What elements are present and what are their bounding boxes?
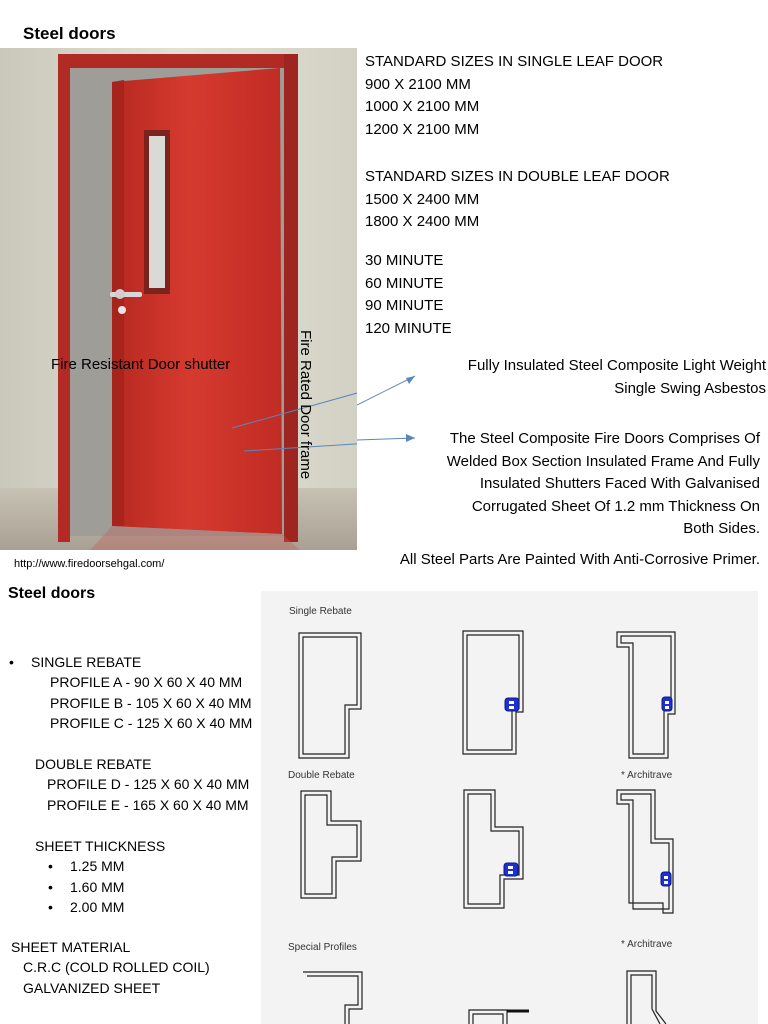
double-rebate-heading: DOUBLE REBATE [35, 756, 152, 772]
source-url: http://www.firedoorsehgal.com/ [14, 558, 165, 570]
primer-note: All Steel Parts Are Painted With Anti-Corrosive Primer. [399, 551, 760, 568]
single-rebate-block [31, 652, 252, 734]
single-leaf-size: 900 X 2100 MM [365, 75, 471, 93]
single-rebate-heading: • SINGLE REBATE [31, 652, 252, 672]
thickness-item: • 1.25 MM [70, 856, 165, 876]
profile-item: PROFILE E - 165 X 60 X 40 MM [47, 796, 249, 813]
material-item: GALVANIZED SHEET [23, 979, 161, 996]
fire-ratings [365, 250, 452, 340]
diagram-label-single: Single Rebate [289, 606, 352, 617]
callout-composition [447, 428, 760, 541]
double-leaf-sizes [365, 166, 670, 234]
double-rebate-block [35, 754, 249, 815]
callout-line: Welded Box Section Insulated Frame And Fully [446, 452, 760, 470]
fire-rating: 120 MINUTE [365, 319, 452, 337]
diagram-label-architrave: * Architrave [621, 939, 673, 950]
sheet-thickness-block [35, 836, 165, 918]
callout-insulated [468, 355, 766, 400]
callout-arrows [357, 370, 417, 450]
fire-rating: 60 MINUTE [365, 274, 444, 292]
double-leaf-size: 1800 X 2400 MM [365, 213, 480, 230]
profile-item: PROFILE D - 125 X 60 X 40 MM [47, 776, 250, 793]
thickness-item: • 2.00 MM [70, 897, 165, 917]
double-leaf-size: 1500 X 2400 MM [365, 190, 480, 208]
fire-rating: 30 MINUTE [365, 252, 444, 269]
single-leaf-size: 1000 X 2100 MM [365, 98, 480, 115]
profile-item: PROFILE C - 125 X 60 X 40 MM [50, 715, 253, 732]
profile-item: PROFILE A - 90 X 60 X 40 MM [50, 674, 243, 691]
profile-drawings [261, 591, 758, 1024]
sheet-thickness-heading: SHEET THICKNESS [35, 838, 166, 854]
profile-item: PROFILE B - 105 X 60 X 40 MM [50, 694, 252, 711]
callout-line: Both Sides. [683, 520, 760, 537]
sheet-material-heading: SHEET MATERIAL [11, 939, 131, 955]
section-title: Steel doors [8, 585, 96, 602]
material-item: C.R.C (COLD ROLLED COIL) [23, 959, 210, 976]
profile-diagram [261, 591, 758, 1024]
fire-rating: 90 MINUTE [365, 297, 444, 314]
double-leaf-heading: STANDARD SIZES IN DOUBLE LEAF DOOR [365, 168, 670, 185]
callout-line: Single Swing Asbestos [614, 379, 766, 397]
callout-line: Insulated Shutters Faced With Galvanised [479, 475, 760, 492]
callout-line: The Steel Composite Fire Doors Comprises Of [449, 430, 760, 447]
single-leaf-sizes [365, 51, 663, 141]
label-door-frame: Fire Rated Door frame [297, 330, 314, 480]
single-leaf-heading: STANDARD SIZES IN SINGLE LEAF DOOR [365, 53, 664, 70]
single-leaf-size: 1200 X 2100 MM [365, 120, 480, 138]
diagram-label-double: Double Rebate [288, 770, 355, 781]
thickness-item: • 1.60 MM [70, 877, 165, 897]
callout-line: Corrugated Sheet Of 1.2 mm Thickness On [471, 497, 760, 515]
section-title: Steel doors [23, 24, 116, 43]
callout-line: Fully Insulated Steel Composite Light Weight [467, 357, 766, 374]
diagram-label-architrave: * Architrave [621, 770, 673, 781]
diagram-label-special: Special Profiles [288, 942, 357, 953]
label-door-shutter: Fire Resistant Door shutter [51, 356, 231, 373]
sheet-material-block [11, 937, 210, 998]
